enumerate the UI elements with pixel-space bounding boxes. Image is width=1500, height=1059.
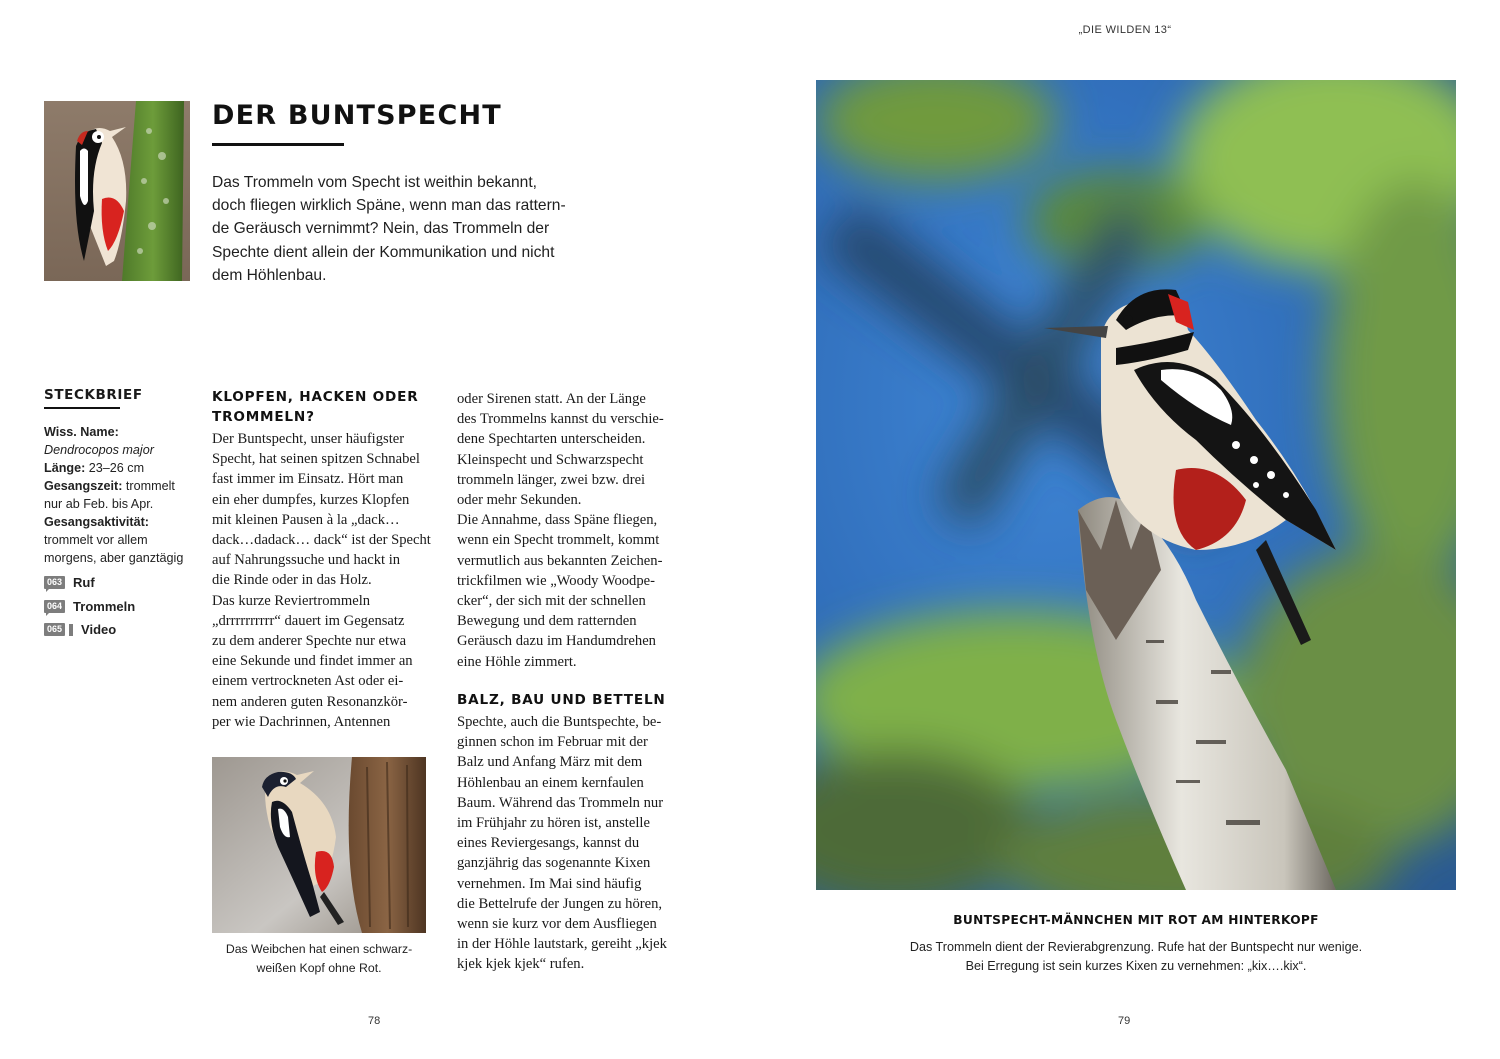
section-body-drumming-continued [457, 389, 682, 672]
main-photo-caption-text [816, 938, 1456, 976]
running-head: „DIE WILDEN 13“ [1078, 24, 1172, 36]
media-item-drumming[interactable] [44, 595, 194, 619]
body-line: Specht, hat seinen spitzen Schnabel [212, 451, 420, 468]
body-line: Höhlenbau an einem kernfaulen [457, 774, 644, 791]
activity-value: trommelt vor allem [44, 533, 148, 547]
title-underline [212, 143, 344, 146]
body-line: dene Spechtarten unterscheiden. [457, 431, 646, 448]
section-heading-drumming [212, 387, 432, 427]
video-badge-icon: 065 [44, 623, 65, 636]
audio-badge-icon: 063 [44, 576, 65, 589]
sci-name-value: Dendrocopos major [44, 443, 154, 457]
caption-line: Das Weibchen hat einen schwarz- [225, 942, 413, 956]
body-line: nem anderen guten Resonanzkör- [212, 693, 408, 710]
photo-female-woodpecker [212, 757, 426, 933]
main-photo-caption-title: BUNTSPECHT-MÄNNCHEN MIT ROT AM HINTERKOPF [953, 913, 1319, 927]
main-photo-male-woodpecker [816, 80, 1456, 890]
body-line: oder Sirenen statt. An der Länge [457, 391, 646, 407]
audio-badge-icon: 064 [44, 600, 65, 613]
page-title: DER BUNTSPECHT [212, 100, 502, 131]
body-line: wenn sie kurz vor dem Ausfliegen [457, 916, 657, 933]
heading-line: TROMMELN? [212, 409, 315, 425]
body-line: fast immer im Einsatz. Hört man [212, 471, 404, 488]
body-line: die Rinde oder in das Holz. [212, 572, 372, 589]
length-value: 23–26 cm [88, 461, 145, 475]
media-label: Ruf [73, 575, 95, 591]
female-photo-caption [212, 940, 426, 977]
intro-line: doch fliegen wirklich Späne, wenn man das rattern- [212, 197, 566, 215]
caption-line: Das Trommeln dient der Revierabgrenzung. Rufe hat der Buntspecht nur wenige. [909, 940, 1363, 954]
body-line: per wie Dachrinnen, Antennen [212, 713, 391, 730]
body-line: einem vertrockneten Ast oder ei- [212, 673, 404, 690]
page-number-right: 79 [1118, 1015, 1131, 1027]
body-line: Das kurze Reviertrommeln [212, 592, 371, 609]
body-line: trickfilmen wie „Woody Woodpe- [457, 572, 655, 589]
body-line: Bewegung und dem ratternden [457, 613, 637, 630]
profile-heading-underline [44, 407, 120, 409]
activity-value-cont: morgens, aber ganztägig [44, 551, 184, 565]
body-line: „drrrrrrrrrr“ dauert im Gegensatz [212, 612, 405, 629]
activity-label: Gesangsaktivität: [44, 515, 149, 529]
media-label: Trommeln [73, 598, 136, 614]
body-line: des Trommelns kannst du verschie- [457, 411, 664, 428]
body-line: ein eher dumpfes, kurzes Klopfen [212, 491, 410, 508]
body-line: ganzjährig das sogenannte Kixen [457, 855, 651, 872]
media-item-call[interactable] [44, 571, 194, 595]
body-line: eine Sekunde und findet immer an [212, 653, 413, 670]
video-camera-icon [69, 624, 73, 636]
body-line: Die Annahme, dass Späne fliegen, [457, 512, 658, 529]
body-line: Der Buntspecht, unser häufigster [212, 431, 405, 447]
body-line: oder mehr Sekunden. [457, 492, 582, 509]
profile-facts [44, 423, 204, 567]
body-line: vermutlich aus bekannten Zeichen- [457, 552, 663, 569]
body-line: Baum. Während das Trommeln nur [457, 794, 664, 811]
intro-paragraph [212, 171, 582, 287]
season-value-cont: nur ab Feb. bis Apr. [44, 497, 154, 511]
media-label: Video [81, 622, 117, 638]
body-line: im Frühjahr zu hören ist, anstelle [457, 815, 650, 832]
intro-line: de Geräusch vernimmt? Nein, das Trommeln der [212, 220, 550, 238]
media-list [44, 571, 194, 642]
media-item-video[interactable] [44, 618, 194, 642]
body-line: dack…dadack… dack“ ist der Specht [212, 532, 431, 549]
section-body-drumming [212, 429, 434, 732]
body-line: Balz und Anfang März mit dem [457, 754, 643, 771]
body-line: mit kleinen Pausen à la „dack… [212, 511, 400, 528]
body-line: die Bettelrufe der Jungen zu hören, [457, 895, 663, 912]
body-line: kjek kjek kjek“ rufen. [457, 956, 585, 973]
page-number-left: 78 [368, 1015, 381, 1027]
body-line: Kleinspecht und Schwarzspecht [457, 451, 644, 468]
body-line: vernehmen. Im Mai sind häufig [457, 875, 642, 892]
body-line: cker“, der sich mit der schnellen [457, 593, 646, 610]
caption-line: weißen Kopf ohne Rot. [256, 960, 382, 975]
sci-name-label: Wiss. Name: [44, 425, 119, 439]
thumbnail-photo-woodpecker [44, 101, 190, 281]
body-line: Spechte, auch die Buntspechte, be- [457, 714, 662, 730]
intro-line: Spechte dient allein der Kommunikation und nicht [212, 243, 555, 261]
body-line: wenn ein Specht trommelt, kommt [457, 532, 660, 549]
profile-heading: STECKBRIEF [44, 387, 143, 403]
heading-line: KLOPFEN, HACKEN ODER [212, 389, 419, 405]
section-body-courtship [457, 712, 682, 975]
section-heading-courtship: BALZ, BAU UND BETTELN [457, 692, 666, 708]
length-label: Länge: [44, 461, 86, 475]
body-line: in der Höhle lautstark, gereiht „kjek [457, 936, 667, 953]
body-line: zu dem anderer Spechte nur etwa [212, 633, 407, 650]
body-line: auf Nahrungssuche und hackt in [212, 552, 401, 569]
intro-line: Das Trommeln vom Specht ist weithin bekannt, [212, 174, 538, 191]
caption-line: Bei Erregung ist sein kurzes Kixen zu vernehmen: „kix….kix“. [965, 959, 1307, 973]
body-line: ginnen schon im Februar mit der [457, 734, 648, 751]
intro-line: dem Höhlenbau. [212, 266, 327, 284]
season-value: trommelt [125, 479, 175, 493]
season-label: Gesangszeit: [44, 479, 123, 493]
body-line: eines Reviergesangs, kannst du [457, 835, 640, 852]
body-line: Geräusch dazu im Handumdrehen [457, 633, 656, 650]
body-line: eine Höhle zimmert. [457, 653, 577, 670]
body-line: trommeln länger, zwei bzw. drei [457, 471, 646, 488]
